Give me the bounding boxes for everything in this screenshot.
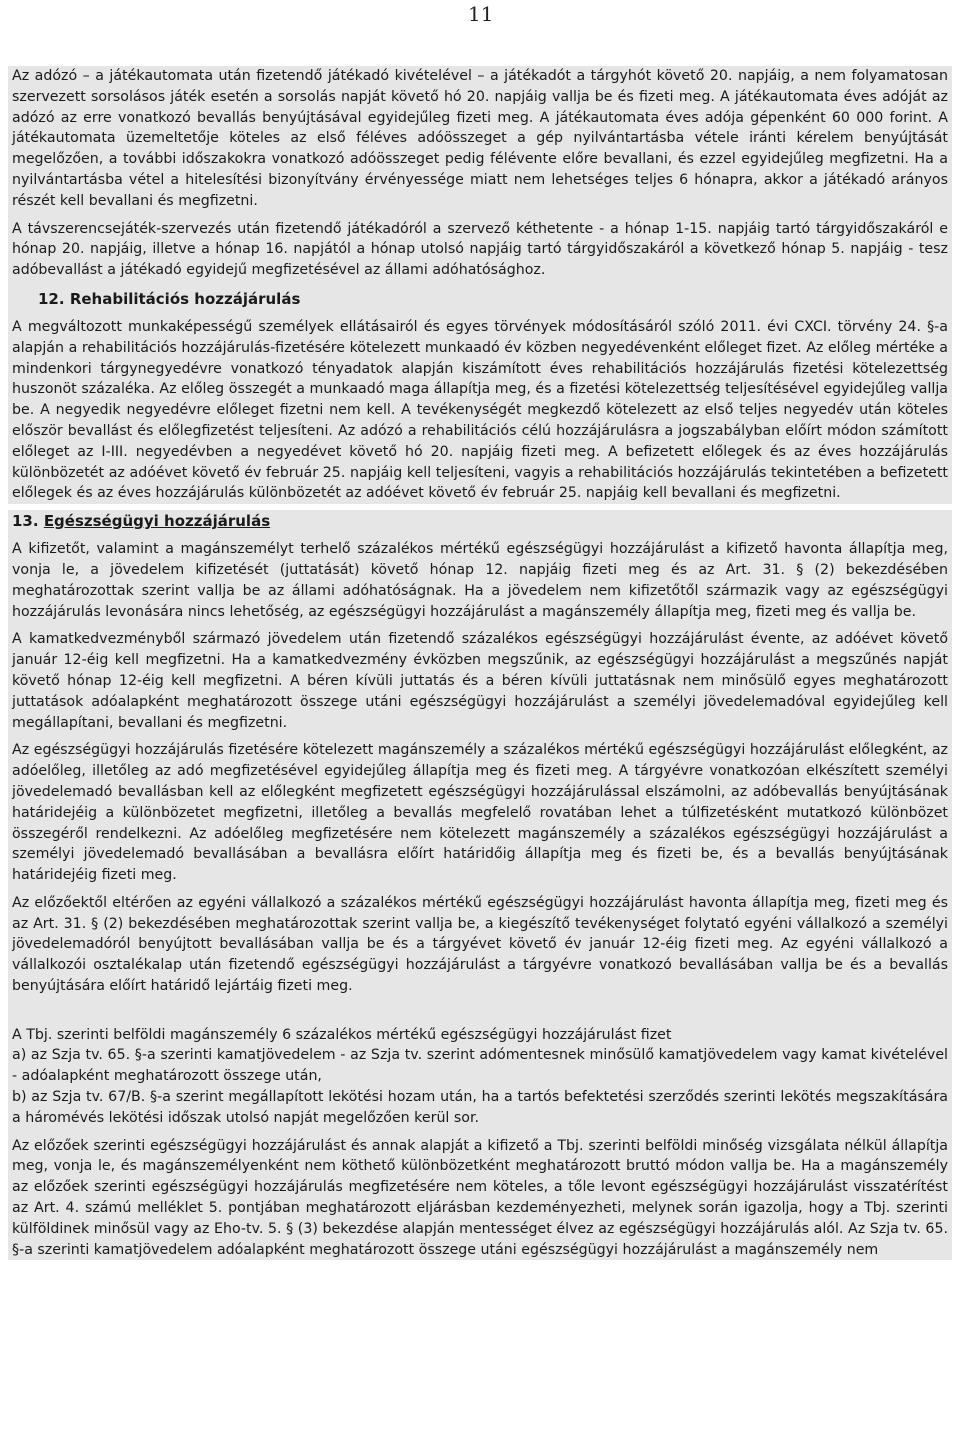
paragraph-eho-tbj bbox=[8, 1004, 952, 1129]
section-heading-13 bbox=[8, 510, 952, 532]
section-title: Rehabilitációs hozzájárulás bbox=[69, 289, 301, 308]
paragraph-eho-kamatkedvezmeny bbox=[8, 629, 952, 733]
paragraph-text: Az előzőektől eltérően az egyéni vállalkozó a százalékos mértékű egészségügyi hozzájárulást havonta állapítja meg, fizeti meg és az Art. 31. § (2) bekezdésében meghatározottak szerint vallja be, a kiegészítő tevékenységet folytató egyéni vállalkozó a személyi jövedelemadóról benyújtott bevallásában vallja be és a tárgyévet követő év január 12-éig fizeti meg. Az egyéni vállalkozó a vállalkozói osztalékalap után fizetendő egészségügyi hozzájárulást a tárgyévre vonatkozó bevallásában vallja be és a bevallás benyújtására előírt határidő lejártáig fizeti meg. bbox=[12, 894, 948, 995]
paragraph-eho-maganszemely bbox=[8, 740, 952, 886]
section-title: Egészségügyi hozzájárulás bbox=[43, 512, 271, 531]
paragraph-text: A kamatkedvezményből származó jövedelem után fizetendő százalékos egészségügyi hozzájárulást évente, az adóévet követő január 12-éig kell megfizetni. Ha a kamatkedvezmény évközben megszűnik, az egészségügyi hozzájárulást a megszűnés napját követő hónap 12-éig kell megfizetni. A béren kívüli juttatás és a béren kívüli juttatásnak nem minősülő egyes meghatározott juttatások adóalapként meghatározott összege utáni egészségügyi hozzájárulást a személyi jövedelemadóval egyidejűleg kell megállapítani, bevallani és megfizetni. bbox=[12, 631, 948, 731]
paragraph-text: A Tbj. szerinti belföldi magánszemély 6 százalékos mértékű egészségügyi hozzájárulást fizet a) az Szja tv. 65. §-a szerinti kamatjövedelem - az Szja tv. szerint adómentesnek minősülő kamatjövedelem vagy kamat kivételével - adóalapként meghatározott összege után, b) az Szja tv. 67/B. §-a szerint megállapított lekötési hozam után, ha a tartós befektetési szerződés szerinti lekötés megszakítására a háromévés lekötési időszak utolsó napját megelőzően kerül sor. bbox=[12, 1026, 948, 1126]
paragraph-jatekado bbox=[8, 66, 952, 212]
document-body bbox=[8, 66, 952, 1260]
section-heading-12 bbox=[8, 288, 952, 310]
paragraph-text: Az előzőek szerinti egészségügyi hozzájárulást és annak alapját a kifizető a Tbj. szerinti belföldi minőség vizsgálata nélkül állapítja meg, vonja le, és magánszemélyenként nem köthető különbözetként meghatározott bruttó módon vallja be. Ha a magánszemély az előzőek szerinti egészségügyi hozzájárulás megfizetésére nem köteles, a tőle levont egészségügyi hozzájárulást visszatérítést az Art. 4. számú melléklet 5. pontjában meghatározott eljárásban kezdeményezheti, melynek során igazolja, hogy a Tbj. szerinti külföldinek minősül vagy az Eho-tv. 5. § (3) bekezdése alapján mentességet élvez az egészségügyi hozzájárulás alól. Az Szja tv. 65. §-a szerinti kamatjövedelem adóalapként meghatározott összege utáni egészségügyi hozzájárulást a magánszemély nem bbox=[12, 1137, 948, 1258]
paragraph-rehabilitacios bbox=[8, 317, 952, 504]
paragraph-tavszerencsejatek bbox=[8, 219, 952, 281]
paragraph-text: A kifizetőt, valamint a magánszemélyt terhelő százalékos mértékű egészségügyi hozzájárulást a kifizető havonta állapítja meg, vonja le, a jövedelem kifizetését (juttatását) követő hónap 12. napjáig fizeti meg és az Art. 31. § (2) bekezdésében meghatározottak szerint vallja be az állami adóhatóságnak. Ha a jövedelem nem kifizetőtől származik vagy az egészségügyi hozzájárulás levonására nincs lehetőség, az egészségügyi hozzájárulást a magánszemély állapítja meg, fizeti meg és vallja be. bbox=[12, 541, 948, 620]
section-number: 13. bbox=[12, 512, 39, 531]
page-number: 11 bbox=[468, 2, 494, 26]
paragraph-eho-egyeni-vallalkozo bbox=[8, 893, 952, 997]
paragraph-text: A megváltozott munkaképességű személyek ellátásairól és egyes törvények módosításáról szóló 2011. évi CXCI. törvény 24. §-a alapján a rehabilitációs hozzájárulás-fizetésére kötelezett munkaadó év közben negyedévenként előleget fizet. Az előleg mértéke a mindenkori tárgynegyedévre vonatkozó tényadatok alapján kiszámított éves rehabilitációs hozzájárulás fizetési kötelezettség huszonöt százaléka. Az előleg összegét a munkaadó maga állapítja meg, és a fizetési kötelezettség teljesítésével egyidejűleg vallja be. A negyedik negyedévre előleget fizetni nem kell. A tevékenységét megkezdő kötelezett az első teljes negyedév után köteles először bevallást és előlegfizetést teljesíteni. Az adózó a rehabilitációs célú hozzájárulásra a jogszabályban előírt módon számított előleget az I-III. negyedévben a negyedévet követő hó 20. napjáig fizeti meg. A befizetett előlegek és az éves hozzájárulás különbözetét az adóévet követő év február 25. napjáig kell teljesíteni, vagyis a rehabilitációs hozzájárulás tekintetében a befizetett előlegek és az éves hozzájárulás különbözetét az adóévet követő év február 25. napjáig kell bevallani és megfizetni. bbox=[12, 318, 948, 502]
paragraph-eho-kifizeto bbox=[8, 539, 952, 622]
paragraph-text: Az egészségügyi hozzájárulás fizetésére kötelezett magánszemély a százalékos mértékű egészségügyi hozzájárulást előlegként, az adóelőleg, illetőleg az adó megfizetésével egyidejűleg állapítja meg és fizeti meg. A tárgyévre vonatkozóan elkészített személyi jövedelemadó bevallásban kell az előlegként megfizetett egészségügyi hozzájárulással elszámolni, az adóbevallás benyújtásának határidejéig a különbözetet megfizetni, illetőleg a bevallás megfelelő rovatában lehet a túlfizetésként mutatkozó különbözet összegéről rendelkezni. Az adóelőleg megfizetésére nem kötelezett magánszemély a százalékos egészségügyi hozzájárulást a személyi jövedelemadó bevallásában a bevallásra előírt határidőig állapítja meg és fizeti be, és a bevallás benyújtásának határidejéig fizeti meg. bbox=[12, 742, 948, 884]
section-number: 12. bbox=[38, 289, 65, 308]
paragraph-text: A távszerencsejáték-szervezés után fizetendő játékadóról a szervező kéthetente - a hónap 1-15. napjáig tartó tárgyidőszakáról e hónap 20. napjáig, illetve a hónap 16. napjától a hónap utolsó napjáig tartó tárgyidőszakáról a következő hónap 5. napjáig - tesz adóbevallást a játékadó egyidejű megfizetésével az állami adóhatósághoz. bbox=[12, 220, 948, 279]
paragraph-text: Az adózó – a játékautomata után fizetendő játékadó kivételével – a játékadót a tárgyhót követő 20. napjáig, a nem folyamatosan szervezett sorsolásos játék esetén a sorsolás napját követő hó 20. napjáig vallja be és fizeti meg. A játékautomata éves adóját az adózó az erre vonatkozó bevallás benyújtásával egyidejűleg fizeti meg. A játékautomata éves adója gépenként 60 000 forint. A játékautomata üzemeltetője köteles az első féléves adóösszeget a gép nyilvántartásba vétele iránti kérelem benyújtását megelőzően, a további időszakokra vonatkozó adóösszeget pedig félévente előre bevallani, és ezzel egyidejűleg megfizetni. Ha a nyilvántartásba vétel a hitelesítési bizonyítvány érvényessége miatt nem lehetséges teljes 6 hónapra, akkor a játékadó arányos részét kell bevallani és megfizetni. bbox=[12, 68, 948, 209]
paragraph-eho-kifizeto-vizsgalat bbox=[8, 1136, 952, 1261]
